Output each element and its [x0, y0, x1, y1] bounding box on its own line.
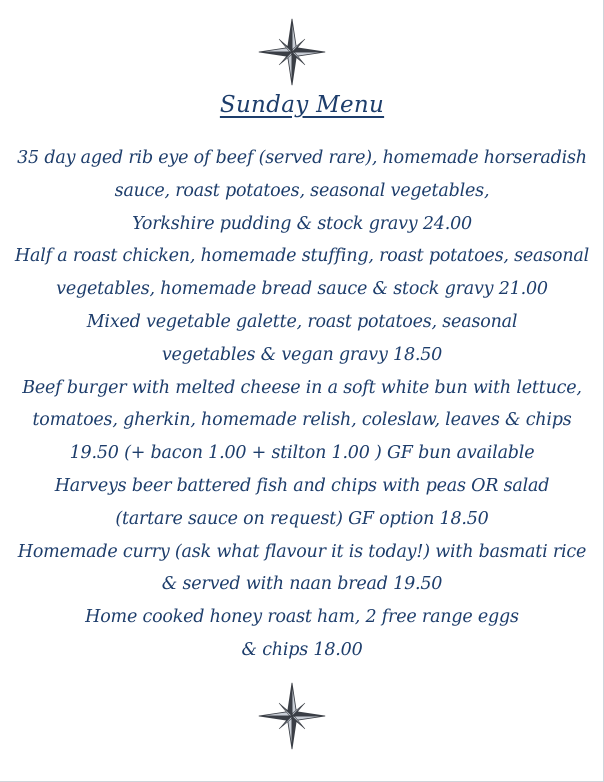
menu-line: Yorkshire pudding & stock gravy 24.00	[132, 213, 472, 234]
menu-line: & chips 18.00	[241, 639, 363, 660]
menu-list	[0, 142, 604, 667]
menu-title: Sunday Menu	[219, 92, 385, 118]
compass-star-icon	[256, 16, 328, 88]
menu-line: sauce, roast potatoes, seasonal vegetables,	[114, 180, 490, 201]
menu-line: vegetables, homemade bread sauce & stock gravy 21.00	[56, 279, 548, 300]
menu-line: Home cooked honey roast ham, 2 free range eggs	[85, 607, 519, 628]
menu-line: vegetables & vegan gravy 18.50	[161, 344, 443, 365]
menu-line: & served with naan bread 19.50	[161, 574, 443, 595]
menu-line: Harveys beer battered fish and chips with peas OR salad	[54, 475, 550, 496]
menu-line: Beef burger with melted cheese in a soft white bun with lettuce,	[22, 377, 582, 398]
menu-line: Homemade curry (ask what flavour it is today!) with basmati rice	[17, 541, 587, 562]
menu-line: 19.50 (+ bacon 1.00 + stilton 1.00 ) GF bun available	[69, 443, 535, 464]
menu-line: (tartare sauce on request) GF option 18.50	[115, 508, 489, 529]
menu-line: 35 day aged rib eye of beef (served rare), homemade horseradish	[17, 148, 587, 168]
menu-line: Half a roast chicken, homemade stuffing, roast potatoes, seasonal	[14, 246, 590, 267]
menu-line: tomatoes, gherkin, homemade relish, coleslaw, leaves & chips	[32, 410, 572, 431]
compass-star-icon	[256, 680, 328, 752]
menu-line: Mixed vegetable galette, roast potatoes, seasonal	[86, 311, 518, 332]
